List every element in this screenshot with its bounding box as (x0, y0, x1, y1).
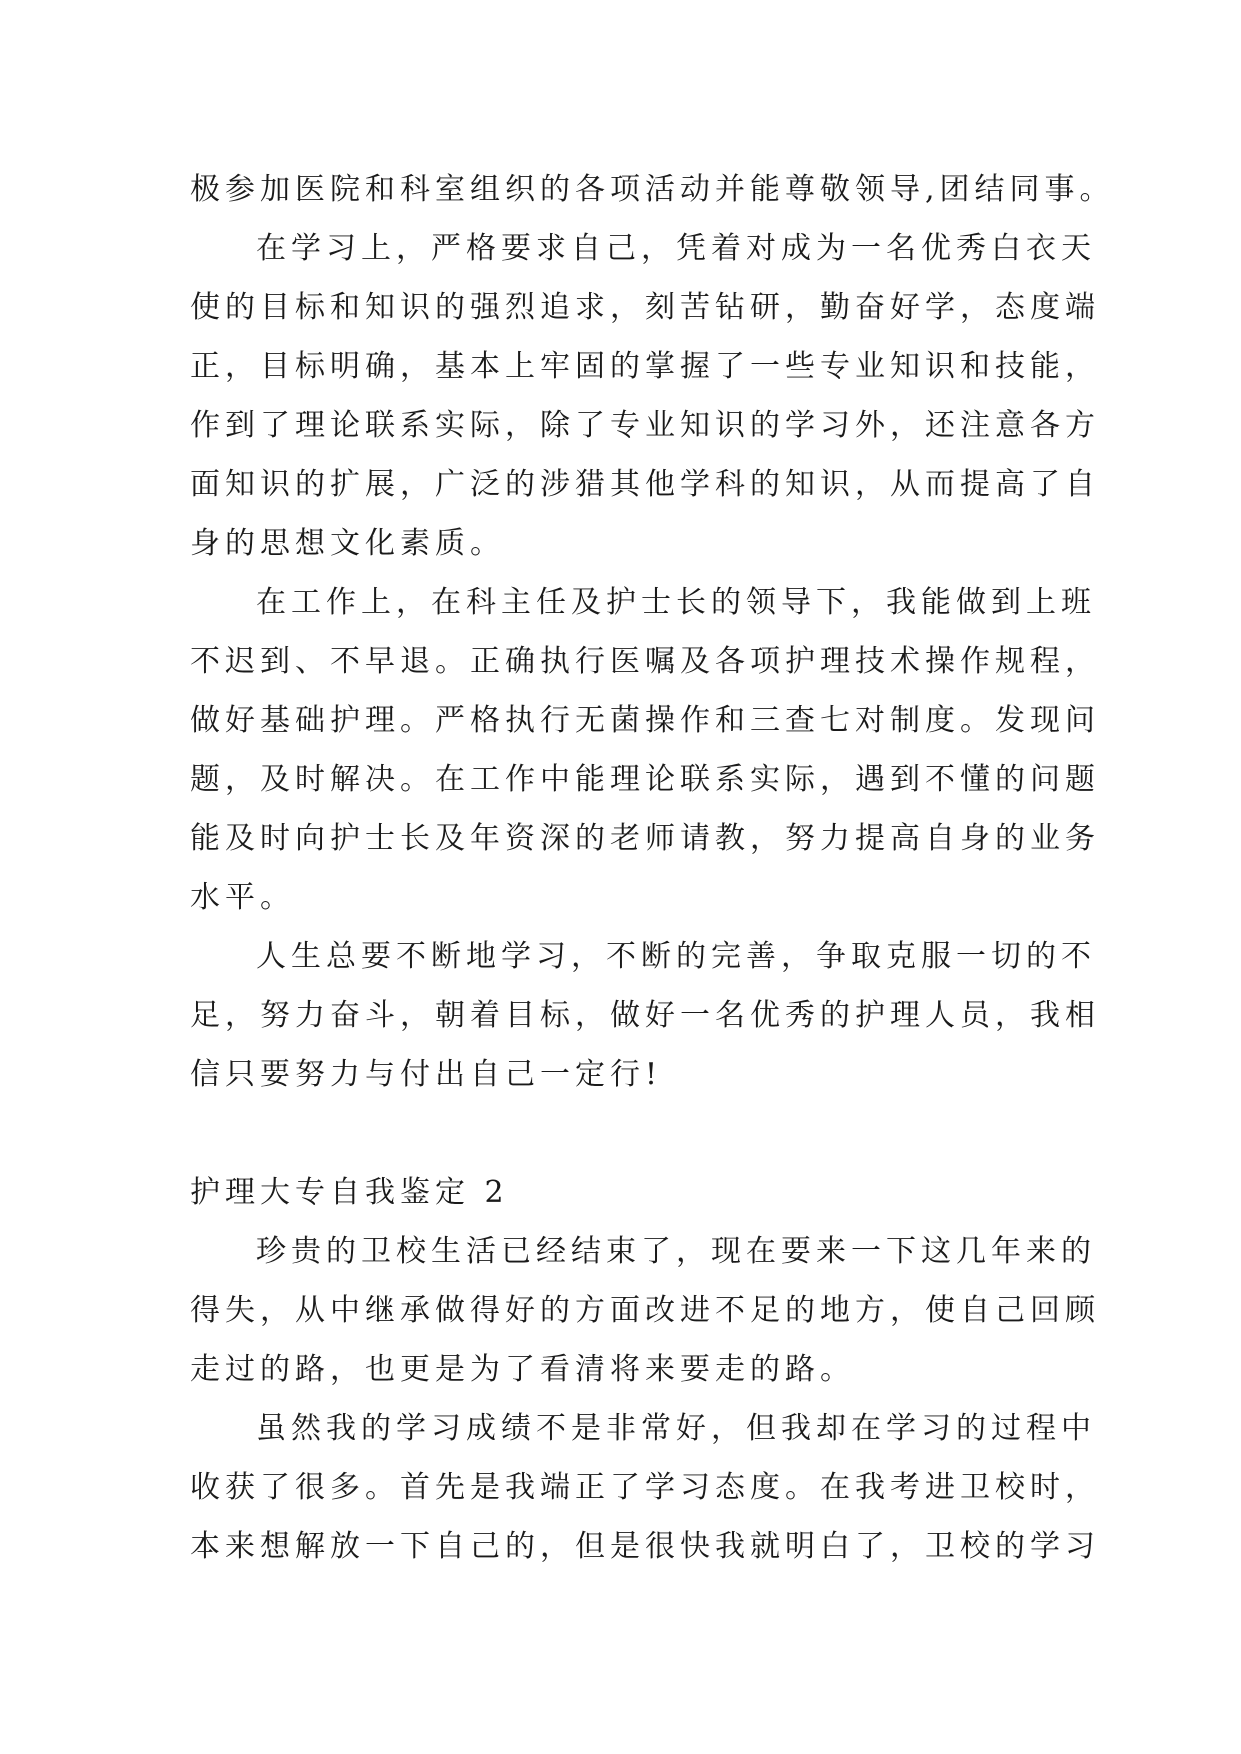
text-line: 在工作上，在科主任及护士长的领导下，我能做到上班 (256, 585, 1096, 620)
text-line: 人生总要不断地学习，不断的完善，争取克服一切的不 (256, 939, 1096, 974)
text-line: 题，及时解决。在工作中能理论联系实际，遇到不懂的问题 (190, 762, 1100, 797)
text-line: 作到了理论联系实际，除了专业知识的学习外，还注意各方 (190, 408, 1100, 443)
text-line: 使的目标和知识的强烈追求，刻苦钻研，勤奋好学，态度端 (190, 290, 1100, 325)
text-line: 能及时向护士长及年资深的老师请教，努力提高自身的业务 (190, 821, 1100, 856)
text-line: 足，努力奋斗，朝着目标，做好一名优秀的护理人员，我相 (190, 998, 1100, 1033)
text-line: 极参加医院和科室组织的各项活动并能尊敬领导,团结同事。 (190, 172, 1115, 207)
text-line: 信只要努力与付出自己一定行! (190, 1057, 663, 1092)
text-line: 珍贵的卫校生活已经结束了，现在要来一下这几年来的 (256, 1234, 1096, 1269)
text-line: 走过的路，也更是为了看清将来要走的路。 (190, 1352, 855, 1387)
text-line: 收获了很多。首先是我端正了学习态度。在我考进卫校时， (190, 1470, 1100, 1505)
text-line: 正，目标明确，基本上牢固的掌握了一些专业知识和技能， (190, 349, 1100, 384)
text-line: 得失，从中继承做得好的方面改进不足的地方，使自己回顾 (190, 1293, 1100, 1328)
text-line: 虽然我的学习成绩不是非常好，但我却在学习的过程中 (256, 1411, 1096, 1446)
text-line: 做好基础护理。严格执行无菌操作和三查七对制度。发现问 (190, 703, 1100, 738)
section-title: 护理大专自我鉴定 2 (190, 1175, 509, 1210)
paragraph-life (190, 927, 1100, 1104)
paragraph-school (190, 1222, 1100, 1399)
paragraph-work (190, 573, 1100, 927)
document-body (190, 160, 1115, 1576)
text-line: 本来想解放一下自己的，但是很快我就明白了，卫校的学习 (190, 1529, 1100, 1564)
text-line: 水平。 (190, 880, 295, 915)
text-line: 面知识的扩展，广泛的涉猎其他学科的知识，从而提高了自 (190, 467, 1100, 502)
paragraph-study (190, 219, 1100, 573)
text-line: 身的思想文化素质。 (190, 526, 505, 561)
blank-line (190, 1104, 1090, 1163)
text-line: 在学习上，严格要求自己，凭着对成为一名优秀白衣天 (256, 231, 1096, 266)
paragraph-grades (190, 1399, 1100, 1576)
text-line: 不迟到、不早退。正确执行医嘱及各项护理技术操作规程， (190, 644, 1100, 679)
